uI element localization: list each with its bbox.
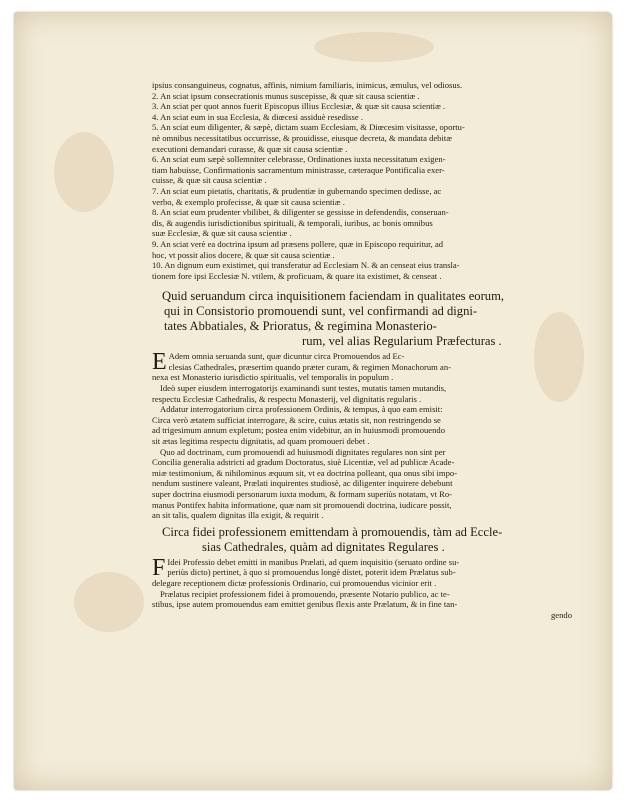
catchword: gendo bbox=[550, 609, 572, 620]
paragraph-line: an sit talis, qualem dignitas illa exigit, & requirit . bbox=[152, 510, 324, 521]
heading-line: qui in Consistorio promouendi sunt, vel confirmandi ad digni- bbox=[164, 304, 478, 319]
list-line: 5. An sciat eum diligenter, & sæpè, dictam suam Ecclesiam, & Diœcesim visitasse, oportu- bbox=[152, 122, 465, 133]
paper-stain bbox=[54, 132, 114, 212]
list-line: dis, & augendis iurisdictionibus spirituali, & temporali, iuribus, ac bonis omnibus bbox=[152, 217, 433, 228]
paragraph-fidei bbox=[152, 554, 572, 589]
drop-cap: F bbox=[152, 554, 166, 581]
document-body bbox=[152, 80, 572, 620]
paper-stain bbox=[314, 32, 434, 62]
list-line: tionem fore ipsi Ecclesiæ N. vtilem, & proficuam, & quare ita existimet, & censeat . bbox=[152, 270, 442, 281]
list-line: 7. An sciat eum pietatis, charitatis, & prudentiæ in gubernando specimen dedisse, ac bbox=[152, 185, 442, 196]
list-line: 3. An sciat per quot annos fuerit Episcopus illius Ecclesiæ, & quæ sit causa scientiæ . bbox=[152, 101, 446, 112]
list-line: cuisse, & quæ sit causa scientiæ . bbox=[152, 175, 267, 186]
paragraph-line: Prælatus recipiet professionem fidei à promouendo, præsente Notario publico, ac te- bbox=[160, 588, 450, 599]
paper-stain bbox=[74, 572, 144, 632]
list-line: executioni demandari curasse, & quæ sit causa scientiæ . bbox=[152, 143, 348, 154]
paragraph-line: Adem omnia seruanda sunt, quæ dicuntur circa Promouendos ad Ec- bbox=[168, 351, 405, 362]
list-line: 8. An sciat eum prudenter vbilibet, & diligenter se gessisse in defendendis, conseruan- bbox=[152, 207, 449, 218]
paragraph-line: Ideò super eiusdem interrogatorijs examinandi sunt testes, mutatis tamen mutandis, bbox=[160, 383, 447, 394]
paragraph-line: clesias Cathedrales, præsertim quando præter curam, & regimen Monachorum an- bbox=[168, 361, 451, 372]
list-line: suæ Ecclesiæ, & quæ sit causa scientiæ . bbox=[152, 228, 292, 239]
list-line: 6. An sciat eum sæpè sollemniter celebrasse, Ordinationes iuxta necessitatum exigen- bbox=[152, 154, 446, 165]
paragraph-line: miæ testimonium, & nihilominus æquum sit, vt ea doctrina polleant, qua onus sibi impo- bbox=[152, 467, 458, 478]
section-heading-regulars bbox=[162, 289, 572, 349]
heading-line: Quid seruandum circa inquisitionem faciendam in qualitates eorum, bbox=[162, 289, 505, 304]
paragraph-line: Concilia generalia adstricti ad gradum Doctoratus, siuè Licentiæ, vel ad publicæ Acade- bbox=[152, 457, 455, 468]
paragraph-addatur bbox=[152, 404, 572, 446]
section-heading-fidei bbox=[162, 525, 572, 555]
paragraph-line: ad trigesimum annum expletum; postea enim videbitur, an in huiusmodi promouendo bbox=[152, 425, 445, 436]
paragraph-praelatus bbox=[152, 589, 572, 610]
list-line: 10. An dignum eum existimet, qui transferatur ad Ecclesiam N. & an censeat eius transla- bbox=[152, 260, 460, 271]
paragraph-line: nendum sustinere valeant, Prælati inquirentes studiosè, ac diligenter inquirere debebunt bbox=[152, 478, 453, 489]
list-line: ipsius consanguineus, cognatus, affinis, nimium familiaris, inimicus, æmulus, vel odiosus. bbox=[152, 80, 463, 90]
paragraph-eadem bbox=[152, 351, 572, 383]
heading-line: tates Abbatiales, & Prioratus, & regimina Monasterio- bbox=[164, 319, 437, 334]
paragraph-line: stibus, ipse autem promouendus eam emittet genibus flexis ante Prælatum, & in fine tan- bbox=[152, 599, 458, 610]
paragraph-line: respectu Ecclesiæ Cathedralis, & respectu Monasterij, vel dignitatis regularis . bbox=[152, 393, 422, 404]
paragraph-doctrina bbox=[152, 447, 572, 521]
paragraph-line: manus Pontifex habita informatione, quæ nam sit promouendi doctrina, iudicare possit, bbox=[152, 499, 452, 510]
paragraph-ideo bbox=[152, 383, 572, 404]
list-line: 9. An sciat verè ea doctrina ipsum ad præsens pollere, quæ in Episcopo requiritur, ad bbox=[152, 238, 444, 249]
list-line: nè omnibus necessitatibus occurrisse, & prouidisse, eiusque decreta, & mandata debitæ bbox=[152, 132, 452, 143]
heading-line: sias Cathedrales, quàm ad dignitates Regulares . bbox=[202, 539, 445, 554]
paragraph-line: Circa verò ætatem sufficiat interrogare, & scire, cuius ætatis sit, non restringendo se bbox=[152, 414, 441, 425]
paragraph-line: nexa est Monasterio iurisdictio spiritualis, vel temporalis in populum . bbox=[152, 372, 394, 383]
paragraph-line: super doctrina eiusmodi personarum iuxta modum, & formam superiùs notatam, vt Ro- bbox=[152, 489, 453, 499]
list-line: tiam habuisse, Confirmationis sacramentum ministrasse, cæteraque Pontificalia exer- bbox=[152, 164, 445, 175]
list-line: verbo, & exemplo profecisse, & quæ sit causa scientiæ . bbox=[152, 196, 345, 207]
list-line: hoc, vt possit alios docere, & quæ sit causa scientiæ . bbox=[152, 249, 335, 260]
paragraph-line: Quo ad doctrinam, cum promouendi ad huiusmodi dignitates regulares non sint per bbox=[160, 446, 446, 457]
heading-line: rum, vel alias Regularium Præfecturas . bbox=[302, 334, 502, 349]
paragraph-line: Addatur interrogatorium circa professionem Ordinis, & tempus, à quo eam emisit: bbox=[160, 404, 443, 415]
paragraph-line: sit ætas legitima respectu dignitatis, ad quam promoueri debet . bbox=[152, 436, 370, 447]
paragraph-line: Idei Professio debet emitti in manibus Prælati, ad quem inquisitio (seruato ordine su- bbox=[167, 556, 460, 567]
list-line: 2. An sciat ipsum consecrationis munus suscepisse, & quæ sit causa scientiæ . bbox=[152, 90, 420, 101]
drop-cap: E bbox=[152, 349, 167, 376]
paragraph-line: periùs dicto) pertinet, à quo si promouendus longè distet, poterit idem Prælatus sub- bbox=[167, 567, 456, 578]
list-line: 4. An sciat eum in sua Ecclesia, & diœcesi assiduè resedisse . bbox=[152, 111, 363, 122]
heading-line: Circa fidei professionem emittendam à promouendis, tàm ad Eccle- bbox=[162, 524, 503, 539]
paragraph-line: delegare receptionem dictæ professionis Ordinario, cui promouendus vicinior erit . bbox=[152, 577, 437, 588]
interrogatory-list bbox=[152, 80, 572, 281]
